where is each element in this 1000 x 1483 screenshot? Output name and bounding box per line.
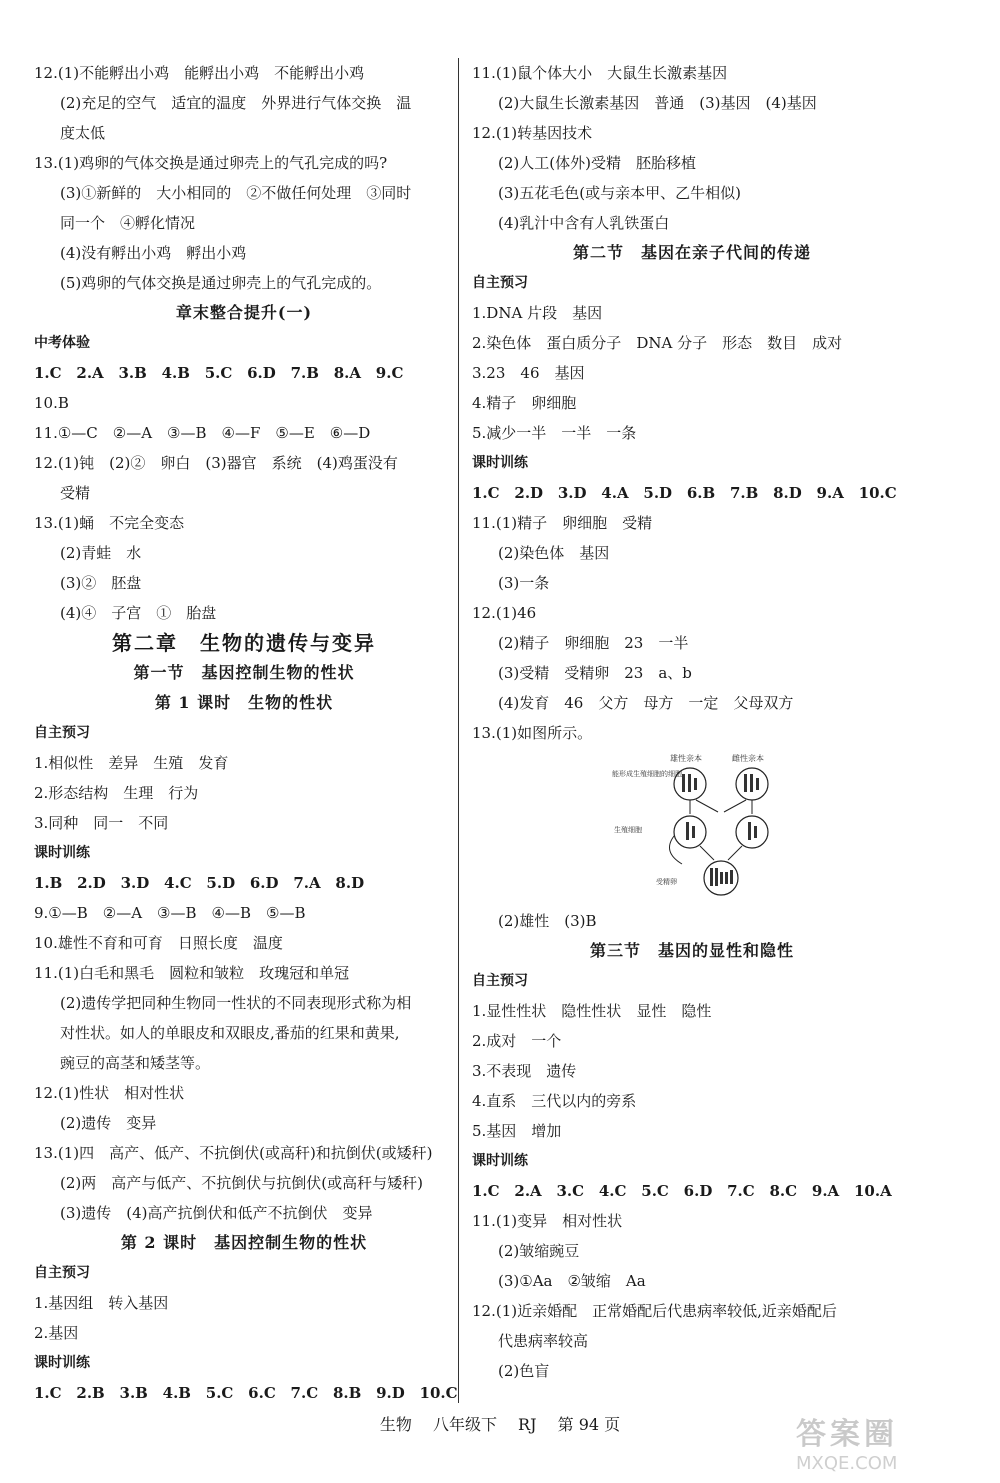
answer-line: (3)①Aa ②皱缩 Aa xyxy=(498,1272,646,1290)
mc-answer: 8.B xyxy=(332,1384,362,1402)
answer-line: 11.(1)变异 相对性状 xyxy=(472,1212,623,1230)
answer-line: (4)发育 46 父方 母方 一定 父母双方 xyxy=(498,694,794,712)
footer-subject: 生物 xyxy=(379,1415,412,1434)
answer-line: (2)遗传学把同种生物同一性状的不同表现形式称为相 xyxy=(60,994,412,1012)
mc-answer: 2.A xyxy=(76,364,104,382)
answer-line: 2.染色体 蛋白质分子 DNA 分子 形态 数目 成对 xyxy=(472,334,843,352)
answer-line: 11.①—C ②—A ③—B ④—F ⑤—E ⑥—D xyxy=(34,424,371,442)
mc-answer: 2.D xyxy=(77,874,106,892)
answer-line: 4.直系 三代以内的旁系 xyxy=(472,1092,637,1110)
answer-line: (3)受精 受精卵 23 a、b xyxy=(498,664,692,682)
mc-answer: 5.C xyxy=(641,1182,669,1200)
answer-line: 10.B xyxy=(34,394,69,412)
answer-line: 代患病率较高 xyxy=(498,1332,589,1350)
chromosome xyxy=(694,778,697,790)
answer-line: (2)两 高产与低产、不抗倒伏与抗倒伏(或高秆与矮秆) xyxy=(60,1174,423,1192)
answer-line: 2.形态结构 生理 行为 xyxy=(34,784,199,802)
mc-answer: 1.B xyxy=(34,874,63,892)
mc-answer: 10.C xyxy=(858,484,897,502)
answer-line: (3)一条 xyxy=(498,574,550,592)
chapter-heading: 第二章 生物的遗传与变异 xyxy=(112,631,376,655)
column-divider xyxy=(458,58,459,1403)
mc-answer: 9.D xyxy=(376,1384,405,1402)
answer-line: 5.基因 增加 xyxy=(472,1122,562,1140)
chromosome xyxy=(710,868,713,886)
chromosome xyxy=(750,774,753,792)
subsection-label: 自主预习 xyxy=(34,1265,90,1281)
mc-answer: 2.A xyxy=(514,1182,542,1200)
answer-line: 豌豆的高茎和矮茎等。 xyxy=(60,1054,211,1072)
answer-line: 13.(1)四 高产、低产、不抗倒伏(或高秆)和抗倒伏(或矮秆) xyxy=(34,1144,433,1162)
footer-edition: RJ xyxy=(518,1415,537,1434)
arrow-line xyxy=(728,846,742,860)
mc-answer: 6.D xyxy=(247,364,276,382)
mc-answer: 4.C xyxy=(164,874,192,892)
mc-answers xyxy=(472,1176,912,1206)
mc-answers xyxy=(34,868,454,898)
mc-answer: 7.A xyxy=(293,874,321,892)
answer-line: 3.不表现 遗传 xyxy=(472,1062,577,1080)
answer-line: (3)五花毛色(或与亲本甲、乙牛相似) xyxy=(498,184,741,202)
chromosome xyxy=(744,774,747,792)
mc-answer: 10.C xyxy=(419,1384,458,1402)
chromosome xyxy=(756,778,759,790)
mc-answer: 3.C xyxy=(556,1182,585,1200)
arrow-line xyxy=(724,800,746,812)
left-column xyxy=(34,58,458,1408)
mc-answer: 8.C xyxy=(769,1182,798,1200)
answer-line: (2)染色体 基因 xyxy=(498,544,610,562)
somatic-cell-label: 能形成生殖细胞的细胞 xyxy=(612,770,682,778)
mc-answer: 7.B xyxy=(290,364,319,382)
mc-answer: 9.A xyxy=(816,484,844,502)
answer-line: (3)①新鲜的 大小相同的 ②不做任何处理 ③同时 xyxy=(60,184,412,202)
chromosome xyxy=(686,822,689,840)
chromosome xyxy=(688,774,691,792)
chromosome xyxy=(682,774,685,792)
answer-line: 2.基因 xyxy=(34,1324,79,1342)
mc-answer: 3.B xyxy=(118,364,147,382)
subsection-label: 自主预习 xyxy=(472,973,528,989)
answer-line: 12.(1)不能孵出小鸡 能孵出小鸡 不能孵出小鸡 xyxy=(34,64,365,82)
gamete-label: 生殖细胞 xyxy=(614,826,642,834)
watermark-title: 答案圈 xyxy=(796,1417,898,1452)
section-heading: 第二节 基因在亲子代间的传递 xyxy=(572,243,811,262)
egg-cell xyxy=(736,816,768,848)
answer-line: 12.(1)转基因技术 xyxy=(472,124,593,142)
answer-line: 2.成对 一个 xyxy=(472,1032,562,1050)
mc-answer: 5.C xyxy=(205,1384,234,1402)
right-column xyxy=(472,58,912,1386)
answer-line: (2)雄性 (3)B xyxy=(498,912,597,930)
chromosome xyxy=(725,872,728,884)
mc-answer: 5.D xyxy=(206,874,236,892)
chromosome xyxy=(748,822,751,840)
answer-line: 13.(1)鸡卵的气体交换是通过卵壳上的气孔完成的吗? xyxy=(34,154,388,172)
answer-line: 同一个 ④孵化情况 xyxy=(60,214,196,232)
chromosome xyxy=(730,870,733,884)
mc-answer: 3.B xyxy=(119,1384,148,1402)
watermark-url: MXQE.COM xyxy=(796,1453,898,1474)
mc-answer: 10.A xyxy=(853,1182,892,1200)
subsection-label: 课时训练 xyxy=(34,1355,90,1371)
lesson-heading: 第 1 课时 生物的性状 xyxy=(154,693,334,712)
answer-line: (3)② 胚盘 xyxy=(60,574,142,592)
mc-answer: 6.B xyxy=(686,484,716,502)
answer-line: (4)乳汁中含有人乳铁蛋白 xyxy=(498,214,670,232)
mc-answer: 7.C xyxy=(290,1384,319,1402)
answer-line: (2)遗传 变异 xyxy=(60,1114,157,1132)
answer-line: (3)遗传 (4)高产抗倒伏和低产不抗倒伏 变异 xyxy=(60,1204,373,1222)
arrow-line xyxy=(700,846,714,860)
footer-grade: 八年级下 xyxy=(432,1415,497,1434)
subsection-label: 课时训练 xyxy=(472,1153,528,1169)
mc-answer: 8.D xyxy=(335,874,365,892)
mc-answer: 9.C xyxy=(375,364,404,382)
mc-answer: 3.D xyxy=(557,484,587,502)
mc-answer: 7.C xyxy=(727,1182,755,1200)
answer-line: 11.(1)白毛和黑毛 圆粒和皱粒 玫瑰冠和单冠 xyxy=(34,964,350,982)
answer-line: 10.雄性不育和可育 日照长度 温度 xyxy=(34,934,283,952)
answer-line: 4.精子 卵细胞 xyxy=(472,394,577,412)
answer-line: (2)人工(体外)受精 胚胎移植 xyxy=(498,154,696,172)
answer-line: 13.(1)如图所示。 xyxy=(472,724,593,742)
answer-line: (2)精子 卵细胞 23 一半 xyxy=(498,634,689,652)
answer-line: 3.同种 同一 不同 xyxy=(34,814,169,832)
answer-line: (2)皱缩豌豆 xyxy=(498,1242,580,1260)
section-heading: 第三节 基因的显性和隐性 xyxy=(589,941,794,960)
mc-answer: 6.D xyxy=(249,874,279,892)
subsection-label: 课时训练 xyxy=(472,455,528,471)
answer-line: 9.①—B ②—A ③—B ④—B ⑤—B xyxy=(34,904,306,922)
mc-answer: 4.A xyxy=(601,484,629,502)
chromosome xyxy=(692,826,695,838)
answer-line: 5.减少一半 一半 一条 xyxy=(472,424,637,442)
subsection-label: 自主预习 xyxy=(34,725,90,741)
answer-line: 1.显性性状 隐性性状 显性 隐性 xyxy=(472,1002,712,1020)
answer-line: 12.(1)近亲婚配 正常婚配后代患病率较低,近亲婚配后 xyxy=(472,1302,837,1320)
chromosome xyxy=(720,872,723,884)
mc-answer: 8.D xyxy=(773,484,802,502)
answer-line: (4)④ 子宫 ① 胎盘 xyxy=(60,604,217,622)
mc-answer: 6.D xyxy=(683,1182,713,1200)
answer-line: (2)大鼠生长激素基因 普通 (3)基因 (4)基因 xyxy=(498,94,817,112)
mc-answer: 4.C xyxy=(598,1182,627,1200)
mc-answer: 2.D xyxy=(514,484,544,502)
zygote-label: 受精卵 xyxy=(656,878,677,886)
answer-line: (2)色盲 xyxy=(498,1362,550,1380)
arrow-line xyxy=(696,800,718,812)
subsection-label: 课时训练 xyxy=(34,845,90,861)
mc-answer: 1.C xyxy=(34,1384,62,1402)
mc-answer: 1.C xyxy=(34,364,62,382)
answer-line: (5)鸡卵的气体交换是通过卵壳上的气孔完成的。 xyxy=(60,274,382,292)
mc-answer: 8.A xyxy=(333,364,362,382)
chromosome xyxy=(715,868,718,886)
answer-line: (4)没有孵出小鸡 孵出小鸡 xyxy=(60,244,247,262)
answer-line: 11.(1)鼠个体大小 大鼠生长激素基因 xyxy=(472,64,728,82)
mc-answer: 4.B xyxy=(161,364,190,382)
mc-answers xyxy=(34,358,454,388)
answer-line: 1.相似性 差异 生殖 发育 xyxy=(34,754,229,772)
answer-line: (2)青蛙 水 xyxy=(60,544,142,562)
sperm-cell xyxy=(674,816,706,848)
mc-answer: 1.C xyxy=(472,484,500,502)
mc-answer: 5.C xyxy=(204,364,233,382)
answer-line: 1.DNA 片段 基因 xyxy=(472,304,603,322)
female-parent-label: 雌性亲本 xyxy=(732,754,764,763)
subsection-label: 自主预习 xyxy=(472,275,528,291)
section-heading: 第一节 基因控制生物的性状 xyxy=(133,663,355,682)
answer-line: 12.(1)46 xyxy=(472,604,537,622)
chromosome-diagram-svg xyxy=(612,752,812,898)
mc-answers xyxy=(472,478,912,508)
chromosome-diagram xyxy=(612,752,912,902)
answer-line: 1.基因组 转入基因 xyxy=(34,1294,169,1312)
answer-line: 12.(1)性状 相对性状 xyxy=(34,1084,185,1102)
mc-answer: 6.C xyxy=(248,1384,276,1402)
answer-line: 12.(1)钝 (2)② 卵白 (3)器官 系统 (4)鸡蛋没有 xyxy=(34,454,398,472)
watermark-logo xyxy=(796,1409,986,1474)
answer-line: (2)充足的空气 适宜的温度 外界进行气体交换 温 xyxy=(60,94,412,112)
mc-answer: 1.C xyxy=(472,1182,500,1200)
answer-line: 13.(1)蛹 不完全变态 xyxy=(34,514,185,532)
chromosome xyxy=(754,826,757,838)
section-heading: 章末整合提升(一) xyxy=(175,303,313,322)
mc-answer: 2.B xyxy=(76,1384,105,1402)
answer-line: 受精 xyxy=(60,484,91,502)
footer-page-number: 第 94 页 xyxy=(557,1415,621,1434)
answer-line: 11.(1)精子 卵细胞 受精 xyxy=(472,514,653,532)
male-parent-label: 雄性亲本 xyxy=(670,754,702,763)
mc-answer: 3.D xyxy=(120,874,150,892)
mc-answers xyxy=(34,1378,458,1408)
lesson-heading: 第 2 课时 基因控制生物的性状 xyxy=(120,1233,368,1252)
answer-line: 对性状。如人的单眼皮和双眼皮,番茄的红果和黄果, xyxy=(60,1024,400,1042)
subsection-label: 中考体验 xyxy=(34,335,90,351)
mc-answer: 9.A xyxy=(811,1182,840,1200)
mc-answer: 5.D xyxy=(643,484,673,502)
mc-answer: 4.B xyxy=(162,1384,191,1402)
answer-line: 3.23 46 基因 xyxy=(472,364,585,382)
answer-line: 度太低 xyxy=(60,124,106,142)
mc-answer: 7.B xyxy=(729,484,759,502)
